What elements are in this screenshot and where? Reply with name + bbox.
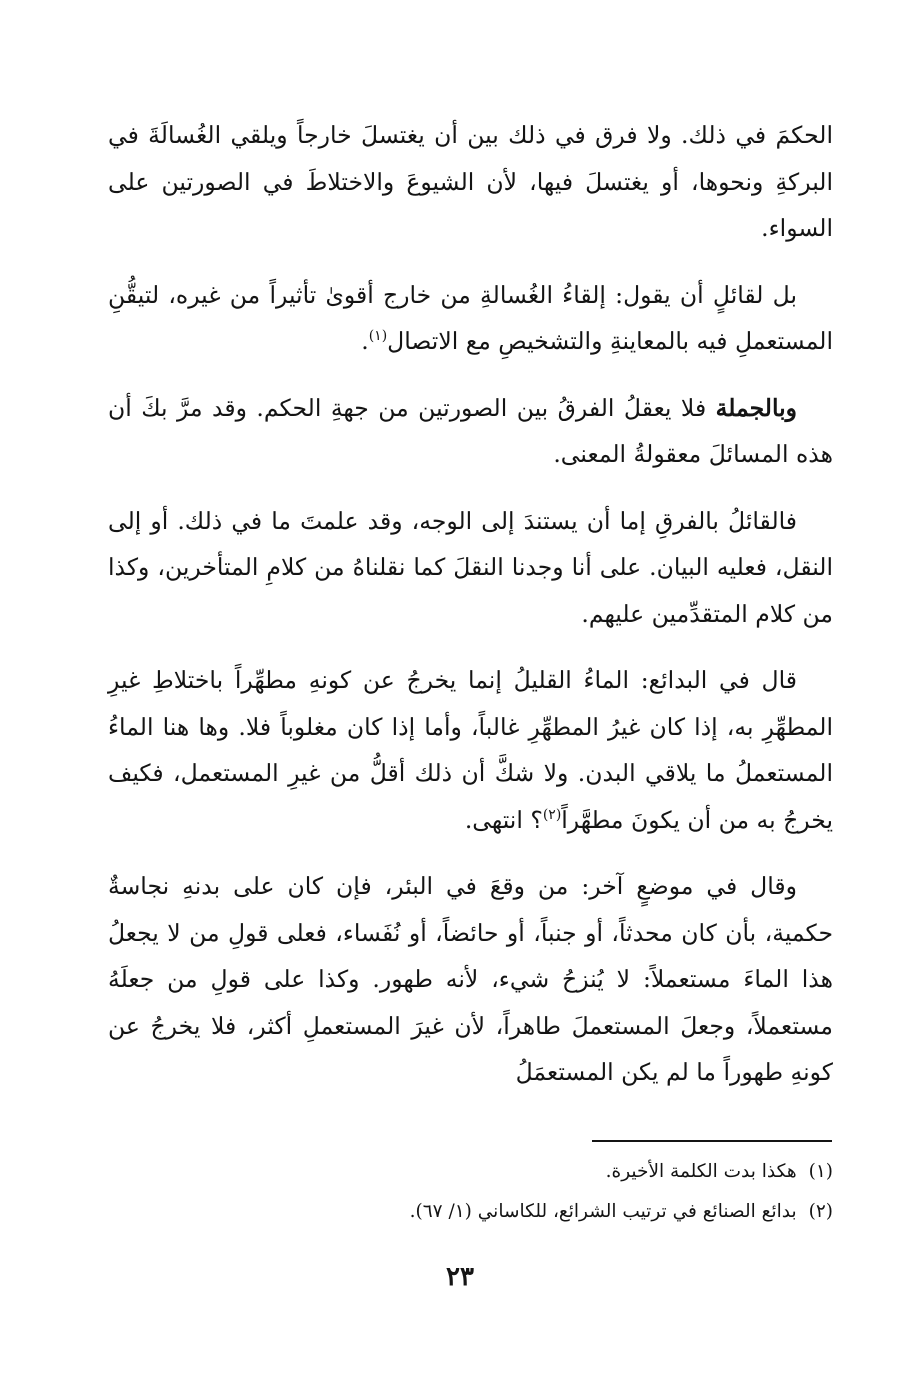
- main-text: [108, 112, 833, 1116]
- paragraph-3: وبالجملة فلا يعقلُ الفرقُ بين الصورتين من جهةِ الحكم. وقد مرَّ بكَ أن هذه المسائلَ معقولةُ المعنى.: [108, 393, 833, 468]
- footnote-2: [108, 1192, 833, 1232]
- footnote-ref-2: (٢): [542, 806, 562, 823]
- page-number: ٢٣: [446, 1262, 474, 1292]
- footnote-number: (٢): [808, 1201, 833, 1222]
- paragraph-1: الحكمَ في ذلك. ولا فرق في ذلك بين أن يغتسلَ خارجاً ويلقي الغُسالَةَ في البركةِ ونحوها، أو يغتسلَ فيها، لأن الشيوعَ والاختلاطَ في الصورتين على السواء.: [108, 121, 833, 242]
- footnotes: [108, 1152, 833, 1232]
- footnote-ref-1: (١): [368, 328, 388, 345]
- footnote-number: (١): [808, 1161, 833, 1182]
- footnote-text: بدائع الصنائع في ترتيب الشرائع، للكاساني (١/ ٦٧).: [409, 1201, 797, 1222]
- footnote-text: هكذا بدت الكلمة الأخيرة.: [605, 1161, 797, 1182]
- paragraph-2: بل لقائلٍ أن يقول: إلقاءُ الغُسالةِ من خارج أقوىٰ تأثيراً من غيره، لتيقُّنِ المستعملِ فيه بالمعاينةِ والتشخيصِ مع الاتصال$^{(١)}$.: [108, 280, 833, 355]
- paragraph-4: فالقائلُ بالفرقِ إما أن يستندَ إلى الوجه، وقد علمتَ ما في ذلك. أو إلى النقل، فعليه البيان. على أنا وجدنا النقلَ كما نقلناهُ من كلامِ المتأخرين، وكذا من كلام المتقدِّمين عليهم.: [108, 506, 833, 628]
- paragraph-lead-word: وبالجملة: [715, 393, 797, 422]
- paragraph-6: وقال في موضعٍ آخر: من وقعَ في البئر، فإن كان على بدنهِ نجاسةٌ حكمية، بأن كان محدثاً، أو جنباً، أو حائضاً، أو نُفَساء، فعلى قولِ من لا يجعلُ هذا الماءَ مستعملاً: لا يُنزحُ شيء، لأنه طهور. وكذا على قولِ من جعلَهُ مستعملاً، وجعلَ المستعملَ طاهراً، لأن غيرَ المستعملِ أكثر، فلا يخرجُ عن كونهِ طهوراً ما لم يكن المستعمَلُ: [108, 872, 833, 1086]
- footnote-divider: [592, 1140, 832, 1142]
- paragraph-5: قال في البدائع: الماءُ القليلُ إنما يخرجُ عن كونهِ مطهِّراً باختلاطِ غيرِ المطهِّرِ به، إذا كان غيرُ المطهِّرِ غالباً، وأما إذا كان مغلوباً فلا. وها هنا الماءُ المستعملُ ما يلاقي البدن. ولا شكَّ أن ذلك أقلُّ من غيرِ المستعمل، فكيف يخرجُ به من أن يكونَ مطهَّراً$^{(٢)}$؟ انتهى.: [108, 666, 833, 834]
- footnote-1: [108, 1152, 833, 1192]
